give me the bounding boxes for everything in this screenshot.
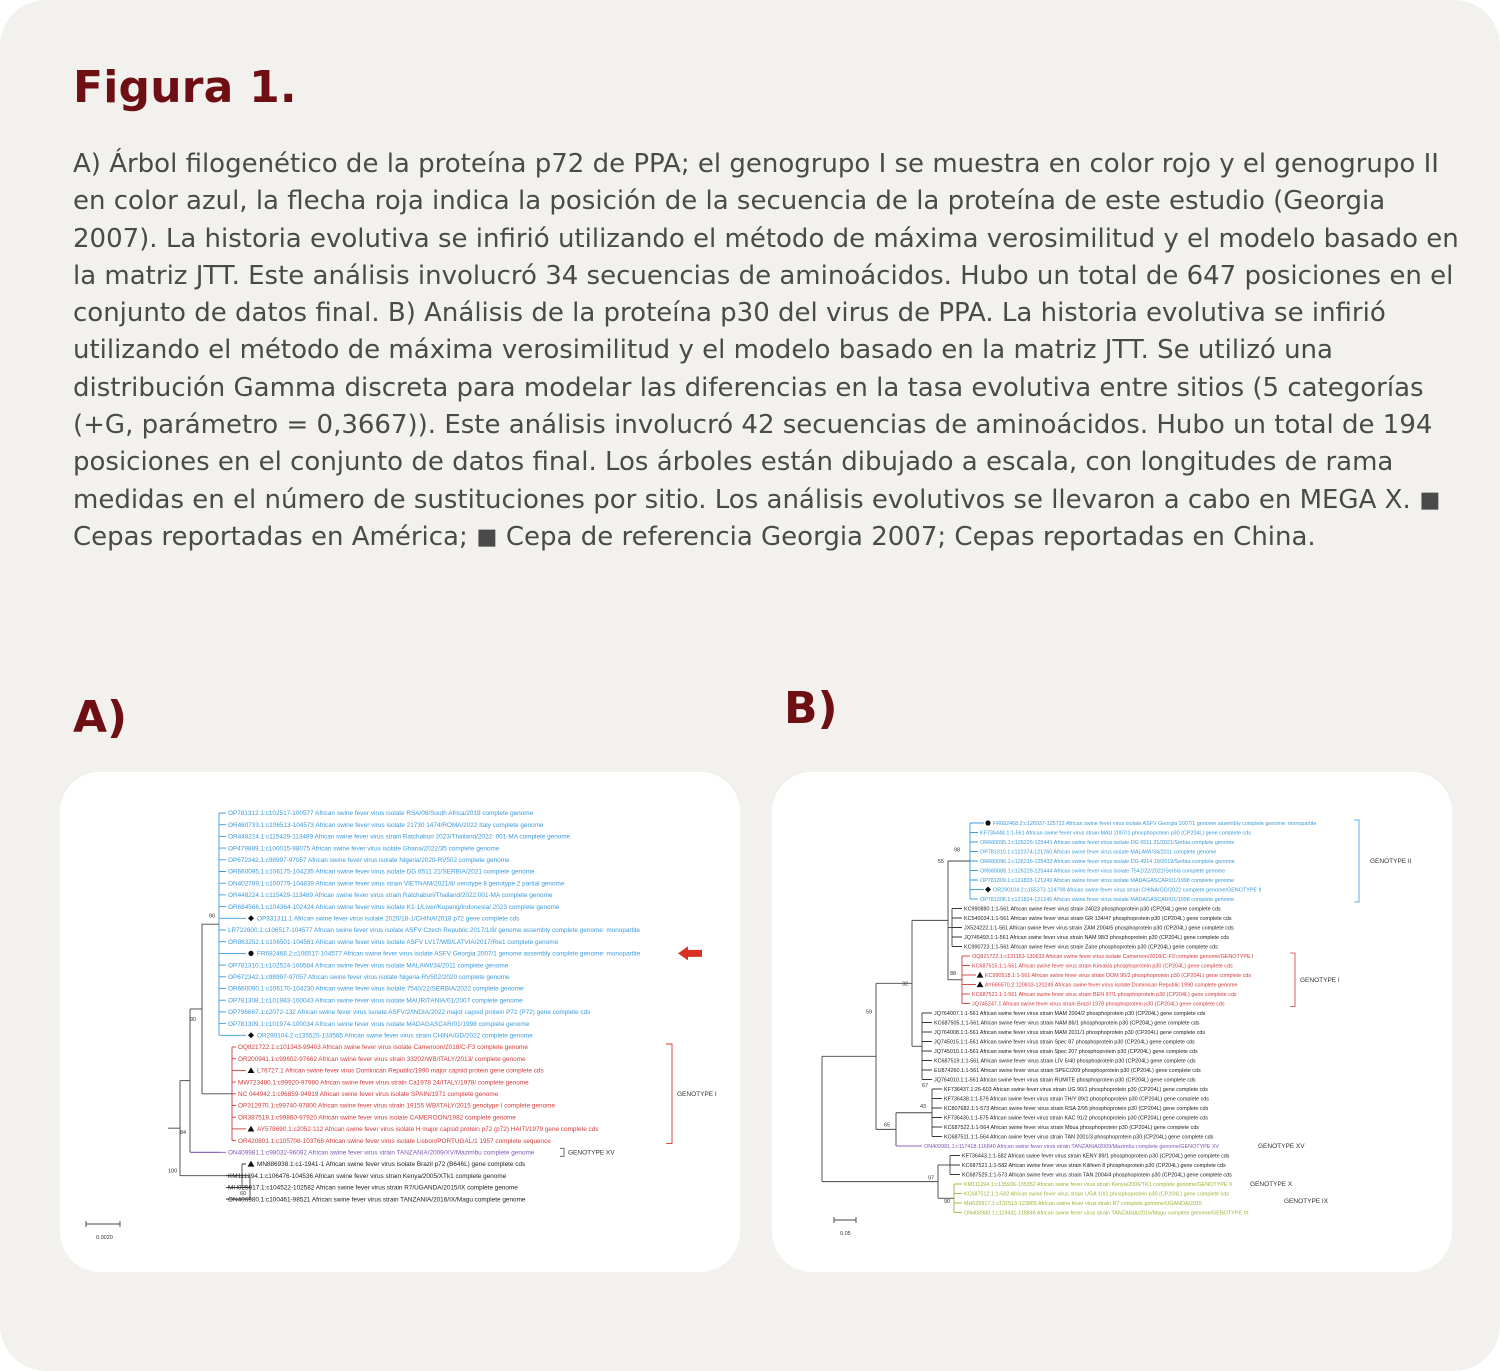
leaf-label: MH025917.1:c104522-102582 African swine fever virus strain R7/UGANDA/2015/IX complete genome [228,1184,518,1192]
leaf-label: KF736443.1:1-582 African swine fever virus strain KENY 89/1 phosphoprotein p30 (CP204L) gene complete cds [962,1153,1230,1160]
bootstrap-value: 97 [928,1175,935,1182]
leaf-label: OR290104.2:c135525-133585 African swine fever virus strain CHINA/GD/2022 complete genome [257,1032,533,1040]
panel-b-tree [772,772,1452,1272]
bootstrap-value: 90 [209,913,216,920]
genotype-ii-label: GENOTYPE II [1370,858,1412,865]
leaf-label: KC687511.1:1-564 African swine fever virus strain TAN 2001/3 phosphoprotein p30 (CP204L) gene complete cds [944,1134,1214,1141]
leaf-label: KC990880.1:1-561 African swine fever virus strain 24023 phosphoprotein p30 (CP204L) gene complete cds [964,906,1221,913]
genotype-i-bracket [666,1044,672,1144]
leaf-label: OR200941.1:c99602-97662 African swine fever virus strain 33202/WB/ITALY/2013/ complete genome [238,1055,526,1063]
leaf-marker-triangle [977,981,984,987]
leaf-marker-triangle [248,1161,255,1167]
leaf-label: KF736437.1:26-603 African swine fever virus strain UG 90/1 phosphoprotein p30 (CP204L) gene complete cds [944,1087,1208,1093]
leaf-label: KF736430.1:1-575 African swine fever virus strain KAC 91/2 phosphoprotein p30 (CP204L) gene complete cds [944,1115,1208,1122]
genotype-xv-label: GENOTYPE XV [1258,1143,1305,1150]
leaf-label: KC687522.1:1-564 African swine fever virus strain Mbua phosphoprotein p30 (CP204L) gene complete cds [944,1125,1200,1131]
figure-caption: A) Árbol filogenético de la proteína p72 de PPA; el genogrupo I se muestra en color rojo y el genogrupo II en color azul, la flecha roja indica la posición de la secuencia de la proteína de este estudio (Georgia 2007). La historia evolutiva se infirió utilizando el método de máxima verosimilitud y el modelo basado en la matriz JTT. Este análisis involucró 34 secuencias de aminoácidos. Hubo un total de 647 posiciones en el conjunto de datos final. B) Análisis de la proteína p30 del virus de PPA. La historia evolutiva se infirió utilizando el método de máxima verosimilitud y el modelo basado en la matriz JTT. Se utilizó una distribución Gamma discreta para modelar las diferencias en la tasa evolutiva entre sitios (5 categorías (+G, parámetro = 0,3667)). Este análisis involucró 42 secuencias de aminoácidos. Hubo un total de 194 posiciones en el conjunto de datos final. Los árboles están dibujado a escala, con longitudes de rama medidas en el número de sustituciones por sitio. Los análisis evolutivos se llevaron a cabo en MEGA X. ◼ Cepas reportadas en América; ◼ Cepa de referencia Georgia 2007; Cepas reportadas en China. [73,149,1459,552]
leaf-label: MN886938.1:c1-1941-1 African swine fever virus isolate Brazil p72 (B646L) gene complete cds [257,1161,526,1169]
leaf-marker-triangle [248,1067,255,1073]
scale-label: 0.0020 [96,1235,113,1241]
leaf-label: KM111294.1:c106476-104536 African swine fever virus strain Kenya/2005/XTk1 complete genome [228,1172,507,1180]
leaf-label: OP796667.1:c2072-132 African swine fever virus isolate ASFV/2/INDIA/2022 major capsid protein P72 (P72) gene complete cds [228,1009,591,1017]
leaf-label: OR290104.2:c155373-124799 African swine fever virus strain CHINA/GD/2022 complete genome/GENOTYPE II [993,887,1262,894]
leaf-label: OP781309.1:c121833-121249 African swine fever virus isolate MADAGASCAR/01/1998 complete genome [980,878,1235,884]
leaf-label: KC687519.1:1-561 African swine fever virus strain LIV 5/40 phosphoprotein p30 (CP204L) gene complete cds [934,1058,1196,1065]
leaf-label: OR660090.1:c106170-104230 African swine fever virus isolate 7540/22/SERBIA/2022 complete genome [228,985,524,993]
leaf-label: KC687521.1:1-561 African swine fever virus strain BEN 97/1 phosphoprotein p30 (CP204L) gene complete cds [972,992,1237,998]
leaf-label: FR682468.2:c126937-125722 African swine fever virus isolate ASFV Georgia 2007/1 genome assembly complete genome: monopartite [993,821,1317,827]
leaf-marker-triangle [977,972,984,978]
leaf-label: KF736438.1:1-579 African swine fever virus strain TH/Y 89/1 phosphoprotein p30 (CP204L) gene complete cds [944,1096,1209,1103]
bootstrap-value: 60 [240,1191,247,1198]
leaf-label: OP312970.1:c99740-97800 African swine fever virus strain 19155 WB/ITALY/2015 genotype I complete genome [238,1102,555,1110]
leaf-label: KC687515.1:1-561 African swine fever virus strain Kimakia phosphoprotein p30 (CP204L) gene complete cds [972,963,1233,970]
panel-b-label: B) [784,683,838,734]
leaf-label: ON409981.1:c98032-96092 African swine fever virus strain TANZANIA/2009/XV/Mazimbu complete genome [228,1149,535,1157]
leaf-label: OP479889.1:c100015-98075 African swine fever virus isolate Ghana/2022/35 complete genome [228,845,500,853]
leaf-label: JQ745015.1:1-561 African swine fever virus strain Spec 87 phosphoprotein p30 (CP204L) gene complete cds [934,1039,1195,1046]
bootstrap-value: 88 [950,971,957,977]
bootstrap-value: 90 [190,1016,197,1023]
genotype-ix-label: GENOTYPE IX [1284,1198,1329,1205]
genotype-i-label: GENOTYPE I [677,1090,717,1098]
bootstrap-value: 65 [884,1122,891,1129]
leaf-label: OR420801.1:c105708-103768 African swine fever virus isolate Lisbon/PORTUGAL/1 1957 complete sequence [238,1137,551,1145]
leaf-marker-diamond [248,915,254,921]
leaf-label: AY578690.1:c2052-112 African swine fever virus isolate H major capsid protein p72 (p72) HAITI/1979 gene complete cds [257,1126,599,1134]
leaf-label: JQ745493.1:1-561 African swine fever virus strain NAM 98/3 phosphoprotein p30 (CP204L) gene complete cds [964,935,1229,941]
leaf-label: JX524222.1:1-561 African swine fever virus strain ZAM 2004/5 phosphoprotein p30 (CP204L) gene complete cds [964,925,1234,932]
bootstrap-value: 84 [180,1129,187,1136]
leaf-label: OP781309.1:c101974-100034 African swine fever virus isolate MADAGASCAR/01/1998 complete genome [228,1020,530,1028]
bootstrap-value: 43 [920,1104,927,1110]
bootstrap-value: 100 [168,1168,178,1175]
leaf-label: KC990723.1:1-561 African swine fever virus strain Zaire phosphoprotein p30 (CP204L) gene complete cds [964,944,1218,951]
leaf-label: KC540034.1:1-561 African swine fever virus strain GR 134/47 phosphoprotein p30 (CP204L) gene complete cds [964,916,1232,922]
panel-a-label: A) [73,692,128,743]
leaf-label: ON406980.1:c100461-98521 African swine fever virus strain TANZANIA/2016/IX/Magu complete genome [228,1196,526,1204]
leaf-label: OP781308.1:c121824-121240 African swine fever virus isolate MADAGASCAR/01/1998 complete genome [980,897,1235,903]
leaf-label: KC687512.1:1-582 African swine fever virus strain UGA 10/1 phosphoprotein p30 (CP204L) gene complete cds [964,1191,1229,1198]
leaf-marker-diamond [248,1032,254,1038]
bootstrap-value: 55 [938,859,945,865]
leaf-label: OR387519.1:c99860-97920 African swine fever virus isolate CAMEROON/1982 complete genome [238,1114,516,1122]
leaf-marker-diamond [985,887,991,893]
leaf-label: OQ821722.1:c131163-130633 African swine fever virus isolate Cameroon/2018/C-F3 complete genome/GENOTYPE I [972,954,1254,960]
leaf-label: EU874260.1:1-561 African swine fever virus strain SPEC/209 phosphoprotein p30 (CP204L) gene complete cds [934,1068,1201,1074]
leaf-label: OP672342.1:c98997-97057 African swine fever virus isolate Nigeria/2020-RV502 complete genome [228,857,510,864]
leaf-label: OP781310.1:c102524-100584 African swine fever virus isolate MALAWI/34/2011 complete genome [228,962,509,970]
panel-a-tree [60,772,740,1272]
leaf-label: MW723480.1:c99920-97980 African swine fever virus strain Ca1978 24/ITALY/1978/ complete genome [238,1079,529,1087]
phylogenetic-tree-p30 [772,772,1452,1272]
leaf-label: KC990518.1:1-561 African swine fever virus strain DOM 90/2 phosphoprotein p30 (CP204L) gene complete cds [985,973,1252,979]
leaf-label: OR863252.1:c106501-104561 African swine fever virus isolate ASFV LV17/WB/LATVIA/2017/Rie1 complete genome [228,938,559,946]
leaf-marker-dot [985,820,990,825]
leaf-label: OP672342.1:c98997-97057 African swine fever virus isolate Nigeria-RV502/2020 complete genome [228,974,510,981]
genotype-i-bracket [1290,953,1295,1007]
leaf-label: OR660088.1:c126228-125444 African swine fever virus isolate 7542/22/2022/Serbia complete genome [980,868,1226,875]
genotype-ii-bracket [1354,820,1359,902]
leaf-label: OP331311.1 African swine fever virus isolate 2020/18-1/CHINA/2018 p72 gene complete cds [257,915,520,923]
leaf-label: FR682468.2:c106517-104577 African swine fever virus isolate ASFV Georgia 2007/1 genome assembly complete genome: monopartite [257,950,641,958]
genotype-i-label: GENOTYPE I [1300,976,1340,984]
leaf-label: OR460733.1:c106513-104573 African swine fever virus isolate 21730 1474/ROMA/2022 Italy complete genome [228,821,544,829]
bootstrap-value: 98 [954,847,961,854]
leaf-label: JQ764010.1:1-561 African swine fever virus strain RUMITE phosphoprotein p30 (CP204L) gene complete cds [934,1077,1196,1084]
leaf-label: KC807682.1:1-573 African swine fever virus strain RSA 2/95 phosphoprotein p30 (CP204L) gene complete cds [944,1106,1209,1112]
bootstrap-value: 32 [902,981,909,988]
bootstrap-value: 59 [866,1009,873,1016]
bootstrap-value: 90 [944,1199,951,1205]
leaf-label: JQ764008.1:1-561 African swine fever virus strain MAM 2011/1 phosphoprotein p30 (CP204L) gene complete cds [934,1030,1206,1036]
leaf-label: OR448224.1:c115429-113489 African swine fever virus strain Ratchaburi/Thailand/2022:001-MA complete genome [228,892,553,900]
genotype-x-label: GENOTYPE X [1250,1181,1293,1188]
leaf-label: ON406980.1:c119431-118846 African swine fever virus strain TANZANIA/2016/Magu complete genome/GENOTYPE IX [964,1210,1249,1217]
leaf-label: JQ745010.1:1-561 African swine fever virus strain Spec 207 phosphoprotein p30 (CP204L) gene complete cds [934,1049,1198,1055]
leaf-label: MH025917.1:c131513-123865 African swine fever virus strain R7 complete genome/UGANDA/2015 [964,1201,1202,1207]
leaf-label: JQ745247.1 African swine fever virus strain Brazil 1978 phosphoprotein p30 (CP204L) gene complete cds [972,1001,1225,1008]
phylogenetic-tree-p72 [60,772,740,1272]
leaf-label: OP781308.1:c101983-100043 African swine fever virus isolate MAURITANIA/01/2007 complete genome [228,997,523,1005]
scale-label: 0.05 [840,1231,851,1237]
leaf-label: OR660096.1:c126216-125433 African swine fever virus isolate DG 4914 19/2019/Serbia complete genome [980,859,1235,865]
leaf-label: KF736448.1:1-561 African swine fever virus strain MAU 2007/1 phosphoprotein p30 (CP204L) gene complete cds [980,830,1251,837]
leaf-marker-triangle [248,1126,255,1132]
leaf-label: AY686570.2:120833-120249 African swine fever virus isolate Dominican Republic 1990 complete genome [985,982,1238,989]
leaf-label: KC687525.1:1-573 African swine fever virus strain TAN 2004/4 phosphoprotein p30 (CP204L) gene complete cds [962,1172,1232,1179]
leaf-label: OP781312.1:c102517-100577 African swine fever virus isolate RSA/08/South Africa/2019 complete genome [228,810,534,818]
genotype-xv-bracket [560,1148,564,1156]
leaf-label: ON409981.1:c117418-116840 African swine fever virus strain TANZANIA/2009/Mazimbu complete genome/GENOTYPE XV [924,1144,1220,1150]
leaf-label: OR448224.1:c115429-113489 African swine fever virus strain Ratchaburi 2023/Thailand/2022: 001-MA complete genome [228,833,571,841]
leaf-label: KC687505.1:1-561 African swine fever virus strain NAM 86/1 phosphoprotein p30 (CP204L) gene complete cds [934,1020,1200,1027]
leaf-label: KM111294.1:c135936-135352 African swine fever virus strain Kenya/2006/TK1 complete genome/GENOTYPE X [964,1182,1233,1188]
leaf-label: OQ821722.1:c101343-99403 African swine fever virus isolate Cameroon/2018/C-F3 complete genome [238,1044,528,1052]
leaf-label: OR660095.1:c126226-125441 African swine fever virus isolate DG 6511 21/2021/Serbia complete genome [980,840,1235,846]
figure-title: Figura 1. [73,62,297,113]
leaf-label: KC687521.1:1-582 African swine fever virus strain Kilifeen 8 phosphoprotein p30 (CP204L) gene complete cds [962,1163,1226,1169]
leaf-label: LR722600.1:c106517-104577 African swine fever virus isolate ASFV Czech Republic 2017/1/8/ genome assembly complete genome: monopartite [228,927,641,935]
leaf-label: OP781310.1:c122374-121760 African swine fever virus isolate MALAWI/34/2011 complete genome [980,849,1217,856]
bootstrap-value: 67 [922,1083,929,1089]
leaf-marker-dot [248,951,253,956]
red-arrow-icon [678,946,702,960]
leaf-label: JQ764007.1:1-561 African swine fever virus strain MAM 2004/2 phosphoprotein p30 (CP204L) gene complete cds [934,1011,1206,1017]
leaf-label: L76727.1 African swine fever virus Dominican Republic/1990 major capsid protein gene complete cds [257,1067,544,1075]
leaf-label: NC 044942.1:c96859-94919 African swine fever virus isolate SPAIN/1971 complete genome [238,1091,499,1098]
genotype-xv-label: GENOTYPE XV [568,1149,615,1157]
leaf-label: ON402789.1:c100779-104839 African swine fever virus strain VIETNAM/2021/8/ serotype 8 genotype 2 partial genome [228,880,565,888]
leaf-label: OR684566.1:c104364-102424 African swine fever virus isolate K1-1/Liver/Kupang/Indonesia/ 2023 complete genome [228,903,560,911]
leaf-label: OR660095.1:c106175-104235 African swine fever virus isolate DG 6511 21/SERBIA/2021 complete genome [228,868,535,876]
